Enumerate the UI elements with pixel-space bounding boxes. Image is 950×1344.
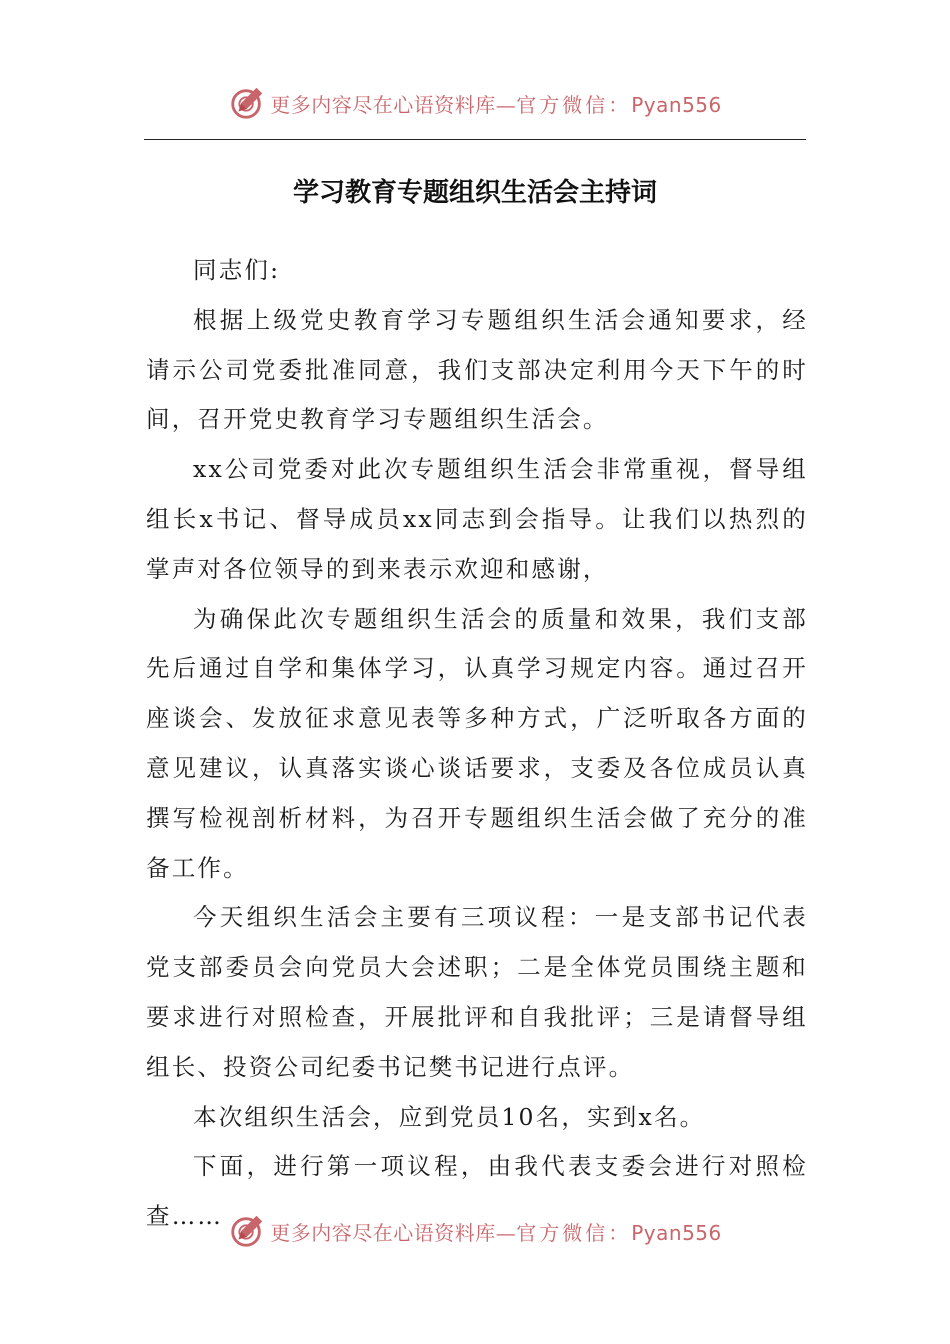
paragraph: xx公司党委对此次专题组织生活会非常重视，督导组组长x书记、督导成员xx同志到会指导。让我们以热烈的掌声对各位领导的到来表示欢迎和感谢， (146, 455, 808, 583)
paragraph: 本次组织生活会，应到党员10名，实到x名。 (193, 1102, 706, 1131)
pen-circle-logo-icon (228, 1212, 266, 1250)
paragraph-salutation: 同志们: (193, 256, 281, 284)
pen-circle-logo-icon (228, 84, 266, 122)
watermark-site-text: 更多内容尽在心语资料库 (270, 92, 496, 117)
paragraph: 根据上级党史教育学习专题组织生活会通知要求，经请示公司党委批准同意，我们支部决定利用今天下午的时间，召开党史教育学习专题组织生活会。 (146, 305, 808, 434)
watermark-dash: — (495, 1220, 517, 1245)
paragraph: 今天组织生活会主要有三项议程：一是支部书记代表党支部委员会向党员大会述职；二是全体党员围绕主题和要求进行对照检查，开展批评和自我批评；三是请督导组组长、投资公司纪委书记樊书记进行点评。 (146, 903, 808, 1081)
paragraph: 下面，进行第一项议程，由我代表支委会进行对照检查…… (146, 1152, 808, 1231)
watermark-account: Pyan556 (631, 1220, 722, 1245)
watermark-banner-bottom (0, 1208, 950, 1254)
header-divider (144, 139, 806, 140)
document-body (146, 246, 808, 1242)
watermark-dash: — (495, 92, 517, 117)
paragraph: 为确保此次专题组织生活会的质量和效果，我们支部先后通过自学和集体学习，认真学习规定内容。通过召开座谈会、发放征求意见表等多种方式，广泛听取各方面的意见建议，认真落实谈心谈话要求，支委及各位成员认真撰写检视剖析材料，为召开专题组织生活会做了充分的准备工作。 (146, 604, 808, 882)
watermark-banner-top (0, 80, 950, 126)
watermark-text (270, 89, 722, 118)
watermark-wechat-label: 官方微信： (516, 1220, 632, 1245)
watermark-site-text: 更多内容尽在心语资料库 (270, 1220, 496, 1245)
watermark-text (270, 1217, 722, 1246)
watermark-wechat-label: 官方微信： (516, 92, 632, 117)
watermark-account: Pyan556 (631, 92, 722, 117)
document-title: 学习教育专题组织生活会主持词 (292, 178, 657, 208)
